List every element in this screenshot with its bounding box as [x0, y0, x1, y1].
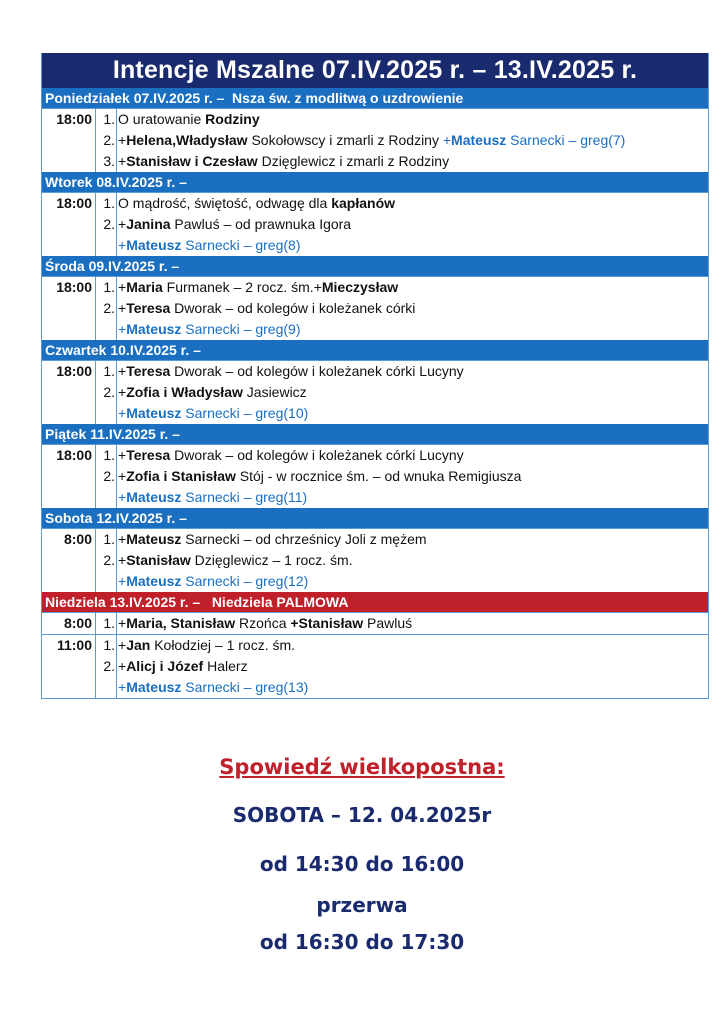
intention-number	[96, 487, 115, 508]
mass-slot	[42, 445, 708, 508]
intention-text: Sarnecki – greg(10)	[181, 405, 309, 421]
intention-line	[118, 151, 708, 172]
intention-texts	[117, 613, 708, 634]
intention-texts	[117, 445, 708, 508]
day-section	[42, 88, 708, 172]
intention-number: 1.	[103, 615, 115, 631]
intention-numbers	[96, 109, 117, 172]
intention-line	[118, 656, 708, 677]
intention-name: Teresa	[126, 447, 171, 463]
intentions-table	[41, 53, 709, 699]
intention-line	[118, 529, 708, 550]
intention-text: +	[118, 405, 127, 421]
intention-text: O mądrość, świętość, odwagę dla	[118, 195, 332, 211]
intention-texts	[117, 361, 708, 424]
intention-numbers	[96, 277, 117, 340]
mass-slot	[42, 193, 708, 256]
intention-name: kapłanów	[331, 195, 396, 211]
intention-line	[118, 193, 708, 214]
intention-name: Mateusz	[451, 132, 507, 148]
intention-line	[118, 277, 708, 298]
mass-time: 18:00	[42, 193, 96, 256]
day-section	[42, 508, 708, 592]
intention-text: +	[118, 321, 127, 337]
intention-number	[96, 677, 115, 698]
day-section	[42, 340, 708, 424]
intention-number: 2.	[103, 384, 115, 400]
mass-slot	[42, 635, 708, 698]
intention-text: +	[118, 447, 127, 463]
day-header: Poniedziałek 07.IV.2025 r. – Nsza św. z modlitwą o uzdrowienie	[42, 88, 708, 109]
confession-day: SOBOTA – 12. 04.2025r	[232, 803, 492, 827]
intention-name: Alicj i Józef	[126, 658, 204, 674]
intention-name: Teresa	[126, 300, 171, 316]
intention-line	[118, 214, 708, 235]
day-header: Niedziela 13.IV.2025 r. – Niedziela PALMOWA	[42, 592, 708, 613]
day-header: Piątek 11.IV.2025 r. –	[42, 424, 708, 445]
intention-line	[118, 487, 708, 508]
intention-text: Rzońca	[235, 615, 291, 631]
intention-line	[118, 130, 708, 151]
intention-name: Zofia i Stanisław	[126, 468, 236, 484]
intention-text: +	[118, 573, 127, 589]
intention-number: 2.	[103, 658, 115, 674]
intention-line	[118, 445, 708, 466]
confession-slot-1: od 14:30 do 16:00	[259, 852, 465, 876]
intention-text: Furmanek – 2 rocz. śm.+	[162, 279, 322, 295]
intention-numbers	[96, 613, 117, 634]
intention-text: Kołodziej – 1 rocz. śm.	[150, 637, 296, 653]
intention-numbers	[96, 361, 117, 424]
page-title: Intencje Mszalne 07.IV.2025 r. – 13.IV.2025 r.	[42, 53, 708, 88]
intention-line	[118, 677, 708, 698]
intention-text: Dzięglewicz i zmarli z Rodziny	[257, 153, 450, 169]
intention-number: 1.	[103, 447, 115, 463]
intention-number: 1.	[103, 195, 115, 211]
intention-name: Mateusz	[126, 531, 182, 547]
intention-name: Mateusz	[126, 405, 182, 421]
intention-name: Mateusz	[126, 573, 182, 589]
intention-texts	[117, 529, 708, 592]
intention-text: Dworak – od kolegów i koleżanek córki	[170, 300, 416, 316]
intention-text: Dworak – od kolegów i koleżanek córki Lucyny	[170, 447, 464, 463]
day-section	[42, 592, 708, 698]
intention-name: Maria, Stanisław	[126, 615, 236, 631]
intention-line	[118, 466, 708, 487]
mass-time: 8:00	[42, 613, 96, 634]
intention-text: +	[442, 132, 452, 148]
intention-line	[118, 382, 708, 403]
confession-slot-2: od 16:30 do 17:30	[259, 930, 465, 954]
mass-slot	[42, 361, 708, 424]
intention-name: Stanisław i Czesław	[126, 153, 258, 169]
intention-text: Pawluś	[363, 615, 413, 631]
intention-numbers	[96, 445, 117, 508]
mass-time: 18:00	[42, 277, 96, 340]
intention-texts	[117, 277, 708, 340]
intention-name: Jan	[126, 637, 151, 653]
mass-time: 11:00	[42, 635, 96, 698]
intention-name: Zofia i Władysław	[126, 384, 243, 400]
intention-text: Sarnecki – od chrześnicy Joli z mężem	[181, 531, 427, 547]
intention-line	[118, 319, 708, 340]
intention-name: Teresa	[126, 363, 171, 379]
intention-line	[118, 550, 708, 571]
day-section	[42, 256, 708, 340]
intention-name: Stanisław	[126, 552, 191, 568]
intention-text: +	[118, 132, 127, 148]
intention-number	[96, 319, 115, 340]
intention-text: O uratowanie	[118, 111, 206, 127]
intention-number: 1.	[103, 279, 115, 295]
intention-number: 1.	[103, 363, 115, 379]
confession-break: przerwa	[316, 893, 408, 917]
intention-number: 2.	[103, 300, 115, 316]
intention-number: 3.	[103, 153, 115, 169]
mass-slot	[42, 277, 708, 340]
intention-text: Sarnecki – greg(7)	[506, 132, 626, 148]
intention-number: 1.	[103, 531, 115, 547]
intention-text: Pawluś – od prawnuka Igora	[170, 216, 352, 232]
intention-number: 1.	[103, 111, 115, 127]
intention-text: +	[118, 637, 127, 653]
intention-text: +	[118, 531, 127, 547]
intention-numbers	[96, 529, 117, 592]
intention-text: Sarnecki – greg(8)	[181, 237, 301, 253]
intention-numbers	[96, 635, 117, 698]
intention-text: +	[118, 615, 127, 631]
intention-line	[118, 403, 708, 424]
intention-line	[118, 613, 708, 634]
intention-numbers	[96, 193, 117, 256]
intention-line	[118, 298, 708, 319]
intention-text: +	[118, 363, 127, 379]
days-container	[42, 88, 708, 698]
intention-texts	[117, 635, 708, 698]
intention-text: Sarnecki – greg(13)	[181, 679, 309, 695]
intention-number	[96, 403, 115, 424]
intention-line	[118, 361, 708, 382]
intention-text: Sokołowscy i zmarli z Rodziny	[247, 132, 443, 148]
intention-number	[96, 235, 115, 256]
intention-name: Mateusz	[126, 237, 182, 253]
intention-text: Sarnecki – greg(9)	[181, 321, 301, 337]
mass-slot	[42, 109, 708, 172]
intention-name: Mateusz	[126, 489, 182, 505]
day-header: Wtorek 08.IV.2025 r. –	[42, 172, 708, 193]
intention-text: +	[118, 468, 127, 484]
intention-number: 2.	[103, 552, 115, 568]
mass-slot	[42, 613, 708, 635]
intention-number	[96, 571, 115, 592]
day-header: Czwartek 10.IV.2025 r. –	[42, 340, 708, 361]
intention-line	[118, 235, 708, 256]
intention-text: Sarnecki – greg(11)	[181, 489, 308, 505]
intention-line	[118, 635, 708, 656]
day-section	[42, 172, 708, 256]
intention-text: +	[118, 489, 127, 505]
mass-slot	[42, 529, 708, 592]
intention-text: Sarnecki – greg(12)	[181, 573, 309, 589]
day-section	[42, 424, 708, 508]
intention-text: +	[118, 384, 127, 400]
intention-line	[118, 109, 708, 130]
intention-text: +	[118, 153, 127, 169]
mass-time: 18:00	[42, 361, 96, 424]
intention-number: 2.	[103, 216, 115, 232]
intention-name: Mateusz	[126, 321, 182, 337]
intention-number: 2.	[103, 132, 115, 148]
intention-text: +	[118, 679, 127, 695]
day-header: Środa 09.IV.2025 r. –	[42, 256, 708, 277]
mass-time: 8:00	[42, 529, 96, 592]
mass-time: 18:00	[42, 445, 96, 508]
intention-number: 2.	[103, 468, 115, 484]
intention-text: +	[118, 279, 127, 295]
intention-name: Janina	[126, 216, 171, 232]
intention-text: Stój - w rocznice śm. – od wnuka Remigiusza	[235, 468, 522, 484]
intention-name: Mateusz	[126, 679, 182, 695]
intention-name: Mieczysław	[321, 279, 399, 295]
day-header: Sobota 12.IV.2025 r. –	[42, 508, 708, 529]
intention-name: Maria	[126, 279, 163, 295]
intention-text: Halerz	[203, 658, 248, 674]
intention-text: Jasiewicz	[242, 384, 307, 400]
intention-line	[118, 571, 708, 592]
intention-text: Dworak – od kolegów i koleżanek córki Lucyny	[170, 363, 464, 379]
intention-name: Rodziny	[205, 111, 260, 127]
intention-text: +	[118, 300, 127, 316]
intention-text: +	[118, 237, 127, 253]
intention-texts	[117, 109, 708, 172]
intention-name: +Stanisław	[290, 615, 364, 631]
intention-text: +	[118, 216, 127, 232]
intention-text: +	[118, 658, 127, 674]
intention-text: +	[118, 552, 127, 568]
intention-number: 1.	[103, 637, 115, 653]
mass-time: 18:00	[42, 109, 96, 172]
intention-texts	[117, 193, 708, 256]
intention-name: Helena,Władysław	[126, 132, 248, 148]
confession-heading: Spowiedź wielkopostna:	[219, 755, 505, 779]
intention-text: Dzięglewicz – 1 rocz. śm.	[190, 552, 353, 568]
